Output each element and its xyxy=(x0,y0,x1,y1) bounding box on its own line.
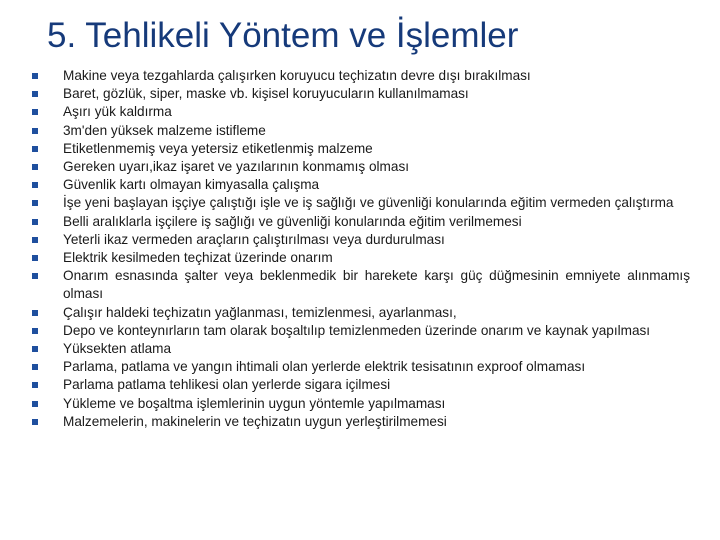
square-bullet-icon xyxy=(32,346,38,352)
bullet-text: 3m'den yüksek malzeme istifleme xyxy=(63,122,266,138)
bullet-text: Yükleme ve boşaltma işlemlerinin uygun yöntemle yapılmaması xyxy=(63,395,446,411)
bullet-text: Etiketlenmemiş veya yetersiz etiketlenmiş malzeme xyxy=(63,140,373,156)
square-bullet-icon xyxy=(32,237,38,243)
bullet-item xyxy=(30,376,690,394)
square-bullet-icon xyxy=(32,73,38,79)
bullet-item xyxy=(30,249,690,267)
bullet-text: Aşırı yük kaldırma xyxy=(63,104,172,120)
bullet-text: Yeterli ikaz vermeden araçların çalıştırılması veya durdurulması xyxy=(63,231,445,247)
bullet-item xyxy=(30,194,690,212)
square-bullet-icon xyxy=(32,146,38,152)
bullet-item xyxy=(30,213,690,231)
bullet-item xyxy=(30,322,690,340)
bullet-text: Belli aralıklarla işçilere iş sağlığı ve güvenliği konularında eğitim verilmemesi xyxy=(63,213,522,229)
bullet-text: Güvenlik kartı olmayan kimyasalla çalışma xyxy=(63,177,320,193)
bullet-item xyxy=(30,67,690,85)
bullet-text: Makine veya tezgahlarda çalışırken koruyucu teçhizatın devre dışı bırakılması xyxy=(63,68,531,83)
bullet-text: Onarım esnasında şalter veya beklenmedik bir harekete karşı güç düğmesinin emniyete alınmamış olması xyxy=(63,268,690,302)
bullet-text: İşe yeni başlayan işçiye çalıştığı işle ve iş sağlığı ve güvenliği konularında eğitim vermeden çalıştırma xyxy=(63,195,674,211)
bullet-item xyxy=(30,358,690,376)
bullet-item xyxy=(30,304,690,322)
bullet-list xyxy=(30,67,690,431)
bullet-item xyxy=(30,176,690,194)
square-bullet-icon xyxy=(32,219,38,225)
square-bullet-icon xyxy=(32,91,38,97)
square-bullet-icon xyxy=(32,273,38,279)
square-bullet-icon xyxy=(32,182,38,188)
square-bullet-icon xyxy=(32,364,38,370)
bullet-item xyxy=(30,140,690,158)
square-bullet-icon xyxy=(32,109,38,115)
square-bullet-icon xyxy=(32,419,38,425)
bullet-text: Yüksekten atlama xyxy=(63,341,172,357)
bullet-item xyxy=(30,267,690,303)
bullet-item xyxy=(30,85,690,103)
bullet-item xyxy=(30,340,690,358)
square-bullet-icon xyxy=(32,164,38,170)
bullet-text: Baret, gözlük, siper, maske vb. kişisel koruyucuların kullanılmaması xyxy=(63,86,469,102)
square-bullet-icon xyxy=(32,310,38,316)
bullet-item xyxy=(30,122,690,140)
slide-title: 5. Tehlikeli Yöntem ve İşlemler xyxy=(47,16,519,55)
square-bullet-icon xyxy=(32,328,38,334)
bullet-item xyxy=(30,395,690,413)
bullet-item xyxy=(30,158,690,176)
bullet-text: Çalışır haldeki teçhizatın yağlanması, temizlenmesi, ayarlanması, xyxy=(63,304,457,320)
bullet-text: Malzemelerin, makinelerin ve teçhizatın uygun yerleştirilmemesi xyxy=(63,413,447,429)
bullet-text: Parlama, patlama ve yangın ihtimali olan yerlerde elektrik tesisatının exproof olmaması xyxy=(63,359,586,375)
bullet-text: Depo ve konteynırların tam olarak boşaltılıp temizlenmeden üzerinde onarım ve kaynak yapılması xyxy=(63,322,651,338)
bullet-text: Parlama patlama tehlikesi olan yerlerde sigara içilmesi xyxy=(63,377,391,393)
bullet-item xyxy=(30,413,690,431)
square-bullet-icon xyxy=(32,128,38,134)
square-bullet-icon xyxy=(32,401,38,407)
square-bullet-icon xyxy=(32,200,38,206)
square-bullet-icon xyxy=(32,255,38,261)
bullet-text: Elektrik kesilmeden teçhizat üzerinde onarım xyxy=(63,250,333,266)
square-bullet-icon xyxy=(32,382,38,388)
bullet-text: Gereken uyarı,ikaz işaret ve yazılarının konmamış olması xyxy=(63,159,410,175)
bullet-item xyxy=(30,103,690,121)
bullet-item xyxy=(30,231,690,249)
